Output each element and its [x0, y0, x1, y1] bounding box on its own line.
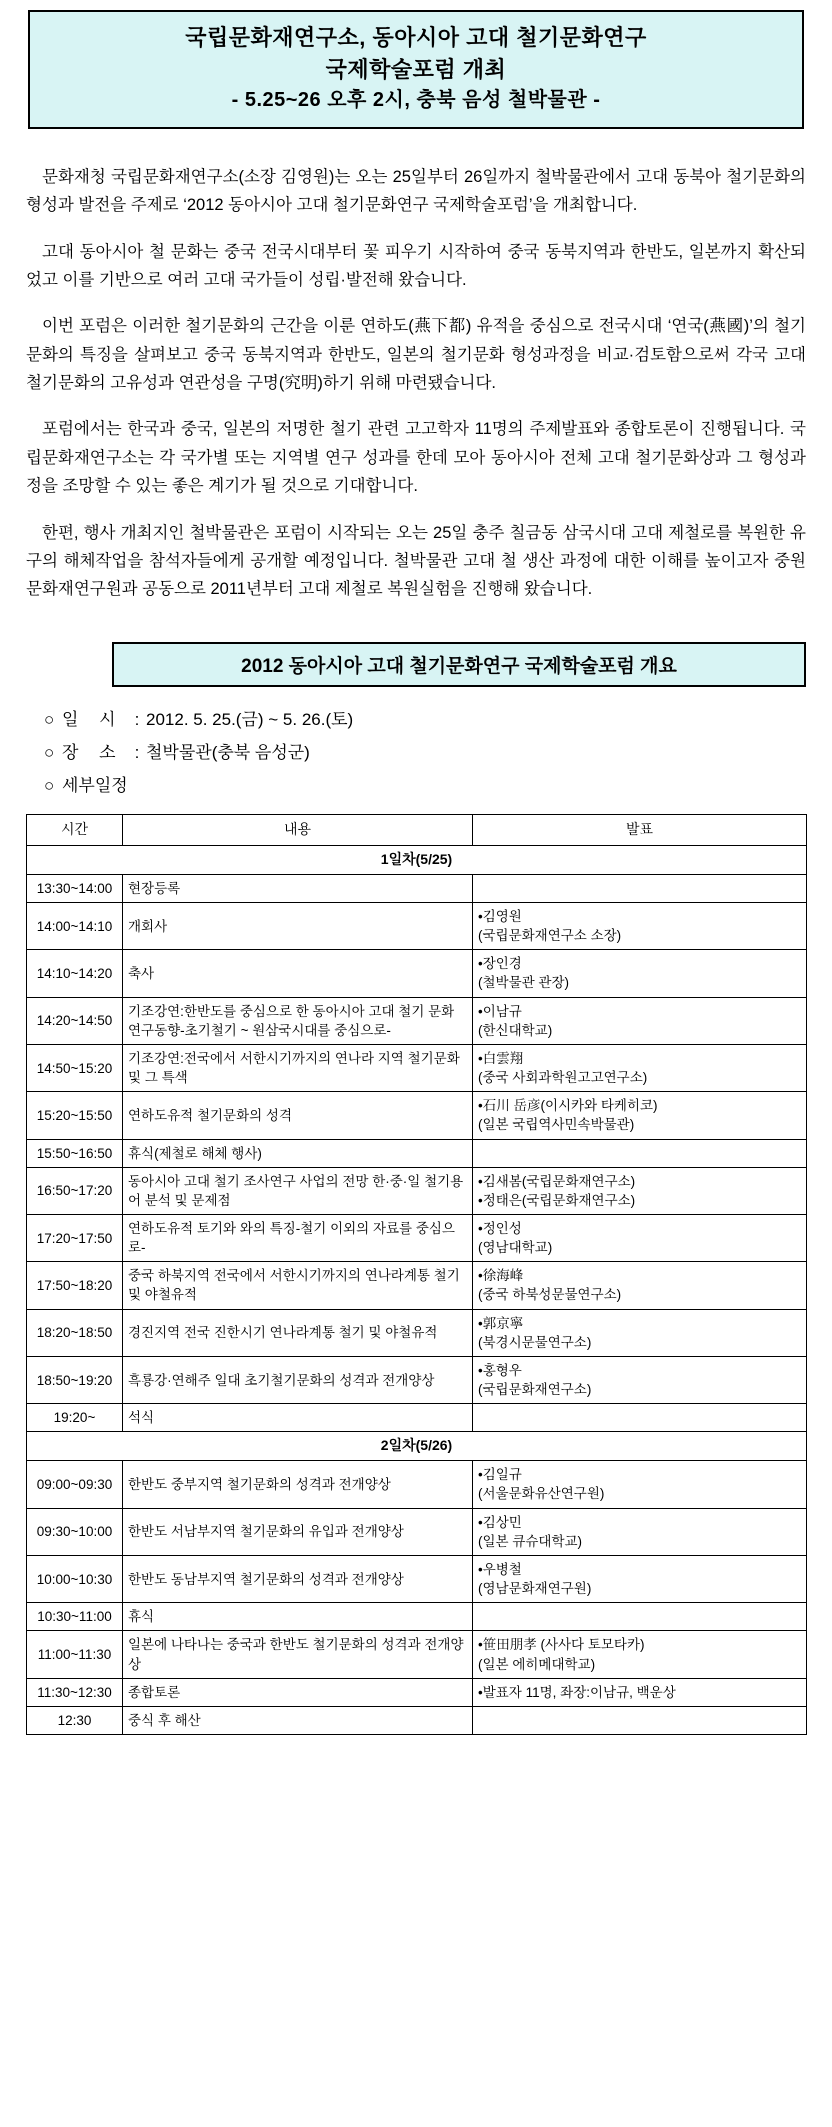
cell-presenter	[473, 1139, 807, 1167]
schedule-table-body	[27, 845, 807, 1734]
day-separator-row	[27, 845, 807, 874]
cell-time: 09:00~09:30	[27, 1461, 123, 1508]
table-row	[27, 1508, 807, 1555]
cell-content: 개회사	[123, 902, 473, 949]
table-row	[27, 1139, 807, 1167]
cell-content: 중국 하북지역 전국에서 서한시기까지의 연나라계통 철기 및 야철유적	[123, 1262, 473, 1309]
column-header-content: 내용	[123, 815, 473, 846]
cell-content: 일본에 나타나는 중국과 한반도 철기문화의 성격과 전개양상	[123, 1631, 473, 1678]
presenter-line: •김새봄(국립문화재연구소)	[478, 1173, 636, 1189]
cell-time: 19:20~	[27, 1404, 123, 1432]
cell-presenter	[473, 874, 807, 902]
cell-presenter	[473, 1508, 807, 1555]
document-page	[0, 10, 832, 1735]
presenter-line: (중국 사회과학원고고연구소)	[478, 1070, 648, 1086]
table-row	[27, 1092, 807, 1139]
cell-content: 연하도유적 토기와 와의 특징-철기 이외의 자료를 중심으로-	[123, 1215, 473, 1262]
cell-presenter	[473, 1044, 807, 1091]
cell-content: 현장등록	[123, 874, 473, 902]
presenter-line: (일본 큐슈대학교)	[478, 1533, 583, 1549]
cell-time: 15:50~16:50	[27, 1139, 123, 1167]
info-label-place: 장 소	[62, 742, 124, 762]
cell-time: 15:20~15:50	[27, 1092, 123, 1139]
table-row	[27, 1678, 807, 1706]
cell-presenter	[473, 1215, 807, 1262]
table-row	[27, 1404, 807, 1432]
presenter-line: •徐海峰	[478, 1268, 524, 1284]
table-row	[27, 1356, 807, 1403]
presenter-line: (영남문화재연구원)	[478, 1581, 592, 1597]
presenter-line: •우병철	[478, 1561, 522, 1577]
table-row	[27, 1167, 807, 1214]
paragraph-1: 문화재청 국립문화재연구소(소장 김영원)는 오는 25일부터 26일까지 철박물관에서 고대 동북아 철기문화의 형성과 발전을 주제로 ‘2012 동아시아 고대 철기문화연구 국제학술포럼’을 개최합니다.	[26, 167, 806, 215]
presenter-line: (철박물관 관장)	[478, 975, 569, 991]
section-banner: 2012 동아시아 고대 철기문화연구 국제학술포럼 개요	[112, 642, 806, 687]
presenter-line: •김상민	[478, 1514, 522, 1530]
table-row	[27, 1044, 807, 1091]
table-row	[27, 950, 807, 997]
cell-time: 11:30~12:30	[27, 1678, 123, 1706]
cell-time: 09:30~10:00	[27, 1508, 123, 1555]
presenter-line: •白雲翔	[478, 1050, 524, 1066]
cell-content: 중식 후 해산	[123, 1706, 473, 1734]
presenter-line: •이남규	[478, 1003, 522, 1019]
cell-content: 동아시아 고대 철기 조사연구 사업의 전망 한·중·일 철기용어 분석 및 문제점	[123, 1167, 473, 1214]
cell-presenter	[473, 1631, 807, 1678]
cell-content: 한반도 중부지역 철기문화의 성격과 전개양상	[123, 1461, 473, 1508]
table-row	[27, 874, 807, 902]
cell-presenter	[473, 1678, 807, 1706]
presenter-line: •발표자 11명, 좌장:이남규, 백운상	[478, 1684, 676, 1700]
cell-content: 기조강연:한반도를 중심으로 한 동아시아 고대 철기 문화 연구동향-초기철기 ~ 원삼국시대를 중심으로-	[123, 997, 473, 1044]
title-line-3: - 5.25~26 오후 2시, 충북 음성 철박물관 -	[231, 88, 601, 111]
table-row	[27, 1555, 807, 1602]
presenter-line: •笹田朋孝 (사사다 토모타카)	[478, 1637, 645, 1653]
table-row	[27, 1461, 807, 1508]
presenter-line: •장인경	[478, 956, 522, 972]
cell-presenter	[473, 1309, 807, 1356]
cell-presenter	[473, 1603, 807, 1631]
presenter-line: •김일규	[478, 1467, 522, 1483]
cell-presenter	[473, 950, 807, 997]
bullet-icon: ○	[44, 742, 55, 762]
table-row	[27, 1603, 807, 1631]
cell-presenter	[473, 1706, 807, 1734]
cell-time: 14:50~15:20	[27, 1044, 123, 1091]
info-row-schedule	[44, 769, 806, 802]
cell-time: 14:20~14:50	[27, 997, 123, 1044]
presenter-line: •김영원	[478, 908, 522, 924]
paragraph-4: 포럼에서는 한국과 중국, 일본의 저명한 철기 관련 고고학자 11명의 주제발표와 종합토론이 진행됩니다. 국립문화재연구소는 각 국가별 또는 지역별 연구 성과를 한데 모아 동아시아 전체 고대 철기문화상과 그 형성과정을 조망할 수 있는 좋은 계기가 될 것으로 기대합니다.	[26, 420, 806, 496]
cell-content: 흑룡강·연해주 일대 초기철기문화의 성격과 전개양상	[123, 1356, 473, 1403]
paragraph-2: 고대 동아시아 철 문화는 중국 전국시대부터 꽃 피우기 시작하여 중국 동북지역과 한반도, 일본까지 확산되었고 이를 기반으로 여러 고대 국가들이 성립·발전해 왔습니다.	[26, 242, 806, 289]
cell-time: 10:00~10:30	[27, 1555, 123, 1602]
info-label-schedule: 세부일정	[62, 775, 128, 795]
bullet-icon: ○	[44, 709, 55, 729]
info-value-date: 2012. 5. 25.(금) ~ 5. 26.(토)	[146, 709, 354, 729]
cell-presenter	[473, 997, 807, 1044]
presenter-line: (중국 하북성문물연구소)	[478, 1287, 622, 1303]
day-separator-row	[27, 1432, 807, 1461]
presenter-line: (국립문화재연구소 소장)	[478, 928, 622, 944]
table-row	[27, 1631, 807, 1678]
cell-content: 석식	[123, 1404, 473, 1432]
title-line-1: 국립문화재연구소, 동아시아 고대 철기문화연구	[185, 25, 647, 50]
cell-time: 17:20~17:50	[27, 1215, 123, 1262]
table-header-row	[27, 815, 807, 846]
presenter-line: •정태은(국립문화재연구소)	[478, 1192, 636, 1208]
cell-presenter	[473, 1167, 807, 1214]
presenter-line: (북경시문물연구소)	[478, 1334, 592, 1350]
cell-presenter	[473, 1461, 807, 1508]
table-row	[27, 1706, 807, 1734]
cell-time: 16:50~17:20	[27, 1167, 123, 1214]
info-value-place: 철박물관(충북 음성군)	[146, 742, 310, 762]
presenter-line: (일본 에히메대학교)	[478, 1656, 596, 1672]
cell-content: 기조강연:전국에서 서한시기까지의 연나라 지역 철기문화 및 그 특색	[123, 1044, 473, 1091]
info-colon-date: :	[134, 709, 140, 729]
info-row-place	[44, 736, 806, 769]
table-row	[27, 1215, 807, 1262]
title-line-2: 국제학술포럼 개최	[325, 56, 507, 82]
cell-content: 한반도 동남부지역 철기문화의 성격과 전개양상	[123, 1555, 473, 1602]
day-label: 1일차(5/25)	[27, 845, 807, 874]
cell-content: 종합토론	[123, 1678, 473, 1706]
cell-time: 14:00~14:10	[27, 902, 123, 949]
cell-content: 휴식	[123, 1603, 473, 1631]
cell-presenter	[473, 1262, 807, 1309]
presenter-line: (국립문화재연구소)	[478, 1382, 592, 1398]
cell-time: 13:30~14:00	[27, 874, 123, 902]
column-header-time: 시간	[27, 815, 123, 846]
bullet-icon: ○	[44, 775, 55, 795]
table-row	[27, 997, 807, 1044]
table-row	[27, 1309, 807, 1356]
cell-time: 18:20~18:50	[27, 1309, 123, 1356]
presenter-line: •郭京寧	[478, 1315, 524, 1331]
presenter-line: •정인성	[478, 1221, 522, 1237]
cell-content: 축사	[123, 950, 473, 997]
paragraph-3: 이번 포럼은 이러한 철기문화의 근간을 이룬 연하도(燕下都) 유적을 중심으로 전국시대 ‘연국(燕國)’의 철기문화의 특징을 살펴보고 중국 동북지역과 한반도, 일본의 철기문화 형성과정을 비교·검토함으로써 각국 고대 철기문화의 고유성과 연관성을 구명(究明)하기 위해 마련됐습니다.	[26, 317, 806, 393]
cell-time: 18:50~19:20	[27, 1356, 123, 1403]
cell-presenter	[473, 902, 807, 949]
presenter-line: (서울문화유산연구원)	[478, 1486, 605, 1502]
body-text	[26, 163, 806, 604]
presenter-line: (한신대학교)	[478, 1022, 553, 1038]
cell-content: 연하도유적 철기문화의 성격	[123, 1092, 473, 1139]
table-row	[27, 1262, 807, 1309]
info-label-date: 일 시	[62, 709, 124, 729]
cell-time: 17:50~18:20	[27, 1262, 123, 1309]
info-colon-place: :	[134, 742, 140, 762]
schedule-table	[26, 814, 807, 1735]
presenter-line: •홍형우	[478, 1362, 522, 1378]
cell-presenter	[473, 1555, 807, 1602]
presenter-line: (영남대학교)	[478, 1240, 553, 1256]
column-header-presenter: 발표	[473, 815, 807, 846]
table-row	[27, 902, 807, 949]
title-banner	[28, 10, 804, 129]
cell-presenter	[473, 1356, 807, 1403]
overview-info-list	[44, 703, 806, 802]
cell-time: 14:10~14:20	[27, 950, 123, 997]
cell-time: 10:30~11:00	[27, 1603, 123, 1631]
presenter-line: (일본 국립역사민속박물관)	[478, 1117, 635, 1133]
cell-presenter	[473, 1404, 807, 1432]
cell-presenter	[473, 1092, 807, 1139]
cell-content: 휴식(제철로 해체 행사)	[123, 1139, 473, 1167]
info-row-date	[44, 703, 806, 736]
presenter-line: •石川 岳彦(이시카와 타케히코)	[478, 1098, 658, 1114]
cell-content: 한반도 서남부지역 철기문화의 유입과 전개양상	[123, 1508, 473, 1555]
day-label: 2일차(5/26)	[27, 1432, 807, 1461]
paragraph-5: 한편, 행사 개최지인 철박물관은 포럼이 시작되는 오는 25일 충주 칠금동 삼국시대 고대 제철로를 복원한 유구의 해체작업을 참석자들에게 공개할 예정입니다. 철박물관 고대 철 생산 과정에 대한 이해를 높이고자 중원문화재연구원과 공동으로 2011년부터 고대 제철로 복원실험을 진행해 왔습니다.	[26, 523, 806, 599]
cell-content: 경진지역 전국 진한시기 연나라계통 철기 및 야철유적	[123, 1309, 473, 1356]
cell-time: 12:30	[27, 1706, 123, 1734]
cell-time: 11:00~11:30	[27, 1631, 123, 1678]
